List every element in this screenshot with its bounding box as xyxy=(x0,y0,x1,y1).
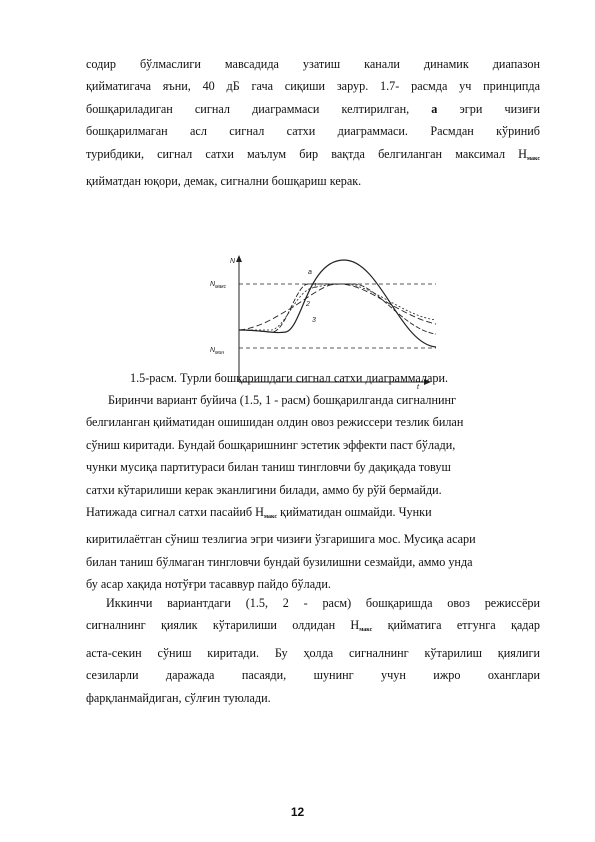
text-line: чунки мусиқа партитураси билан таниш тингловчи бу дақиқада товуш xyxy=(86,460,451,475)
text-line: Иккинчи вариантдаги (1.5, 2 - расм) бошқаришда овоз режиссёри xyxy=(106,596,540,610)
figure-caption: 1.5-расм. Турли бошқаришдаги сигнал сатхи диаграммалари. xyxy=(130,371,449,385)
min-level-label: $N_{мин}$ xyxy=(210,347,225,356)
text-line: сатхи кўтарилиши керак эканлигини билади, аммо бу рўй бермайди. xyxy=(86,482,442,497)
paragraph-2 xyxy=(86,389,540,596)
x-axis-label: t xyxy=(417,384,419,390)
text-line: фарқланмайдиган, сўлғин туюлади. xyxy=(86,690,271,705)
curve-2 xyxy=(239,284,436,330)
y-axis-label: N xyxy=(230,258,236,265)
text-line: аста-секин сўниш киритади. Бу ҳолда сигналнинг кўтарилиш қиялиги xyxy=(86,645,540,660)
paragraph-3 xyxy=(86,592,540,709)
curve-label-1: 1 xyxy=(313,283,317,290)
page-number: 12 xyxy=(290,805,305,819)
y-axis-arrow xyxy=(236,255,242,262)
max-level-label: $N_{макс}$ xyxy=(210,281,227,290)
curve-label-a: а xyxy=(431,101,438,116)
text-line: қийматдан юқори, демак, сигнални бошқариш керак. xyxy=(86,174,362,189)
text-line: содир бўлмаслиги мавсадида узатиш канали динамик диапазон xyxy=(86,57,540,71)
text-line: сўниш киритади. Бундай бошқаришнинг эстетик эффекти паст бўлади, xyxy=(86,437,456,452)
curve-label-a: a xyxy=(308,269,312,276)
text-line: сезиларли даражада пасаяди, шунинг учун ижро оханглари xyxy=(86,668,540,683)
curve-3 xyxy=(239,284,436,330)
text-line: Биринчи вариант буйича (1.5, 1 - расм) бошқарилганда сигналнинг xyxy=(108,393,457,407)
curve-label-3: 3 xyxy=(312,317,316,324)
text-line: бошқарилмаган асл сигнал сатхи диаграммаси. Расмдан кўриниб xyxy=(86,124,540,139)
text-line: бу асар хақида нотўғри тасаввур пайдо бўлади. xyxy=(86,577,331,592)
text-line: сигналнинг қиялик кўтарилиши олдидан $Н_{макс}$ қийматига етгунга қадар xyxy=(86,618,541,634)
signal-level-diagram xyxy=(204,252,440,390)
text-line: киритилаётган сўниш тезлигиа эгри чизиғи ўзгаришига мос. Мусиқа асари xyxy=(86,532,476,547)
text-line: турибдики, сигнал сатхи маълум бир вақтда белгиланган максимал $Н_{макс}$ xyxy=(86,146,540,162)
curve-label-2: 2 xyxy=(306,301,310,308)
text-line: белгиланган қийматидан ошишидан олдин овоз режиссери тезлик билан xyxy=(86,415,464,430)
text-line: Натижада сигнал сатхи пасайиб $Н_{макс}$ қийматидан ошмайди. Чунки xyxy=(86,505,432,521)
paragraph-1 xyxy=(86,53,540,192)
curve-a xyxy=(239,260,436,347)
text-line: бошқариладиган сигнал диаграммаси келтирилган, а эгри чизиғи xyxy=(86,101,541,116)
text-line: билан таниш бўлмаган тингловчи бундай бузилишни сезмайди, аммо унда xyxy=(86,554,473,569)
text-line: қийматигача яъни, 40 дБ гача сиқиши зарур. 1.7- расмда уч принципда xyxy=(86,79,540,94)
